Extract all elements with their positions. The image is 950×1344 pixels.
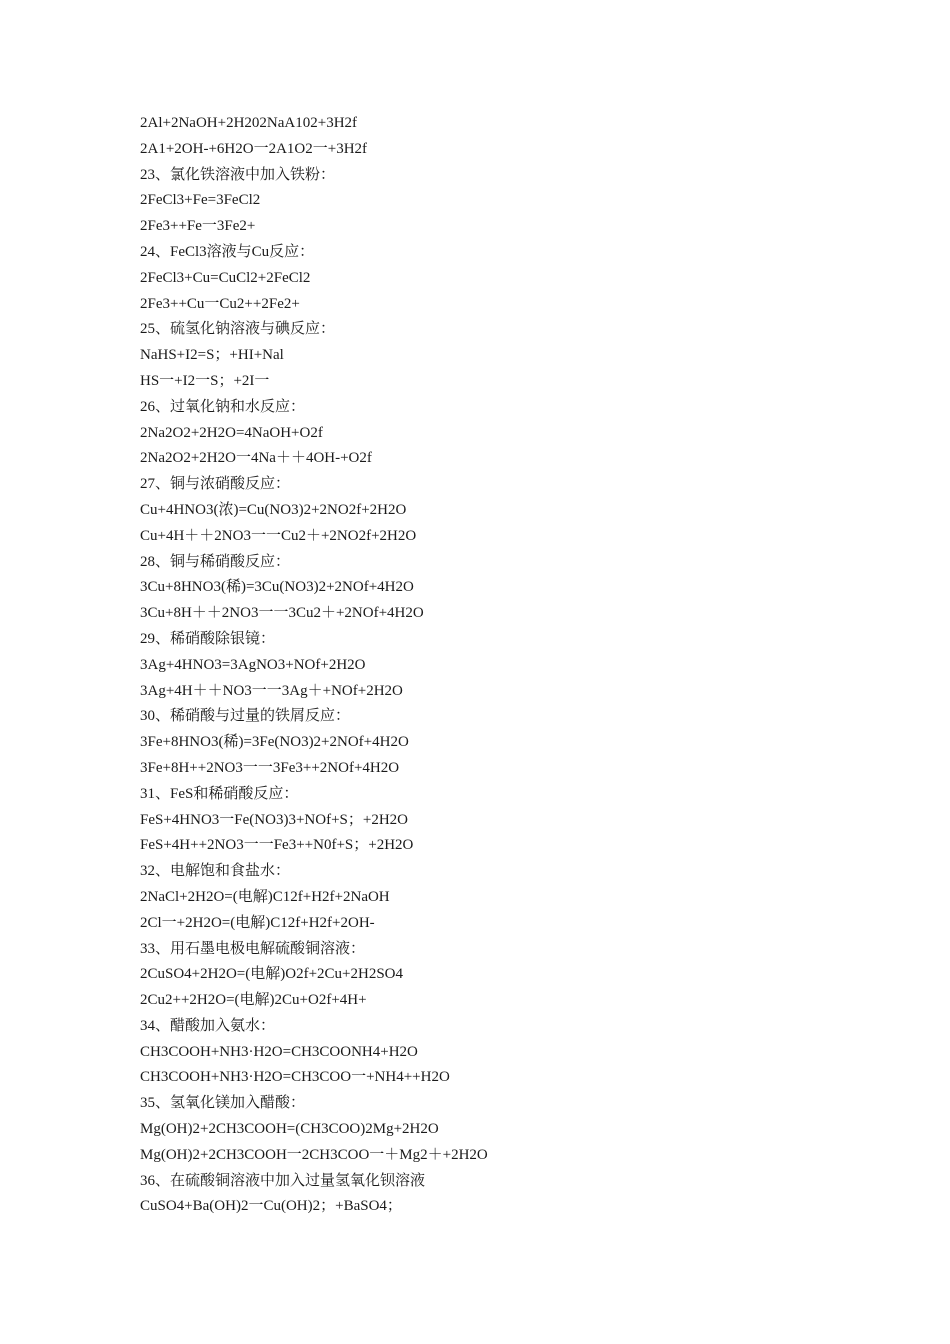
ionic-equation-line: 2A1+2OH-+6H2O一2A1O2一+3H2f <box>140 140 368 157</box>
equation-line: CH3COOH+NH3·H2O=CH3COONH4+H2O <box>140 1043 418 1060</box>
reaction-heading: 33、用石墨电极电解硫酸铜溶液： <box>140 940 366 957</box>
equation-line: 2CuSO4+2H2O=(电解)O2f+2Cu+2H2SO4 <box>140 966 404 983</box>
reaction-heading: 32、电解饱和食盐水： <box>140 863 291 880</box>
reaction-heading: 27、铜与浓硝酸反应： <box>140 476 291 493</box>
reaction-heading: 23、氯化铁溶液中加入铁粉： <box>140 166 336 183</box>
ionic-equation-line: 2Fe3++Cu一Cu2++2Fe2+ <box>140 295 300 312</box>
reaction-heading: 26、过氧化钠和水反应： <box>140 398 306 415</box>
equation-line: 3Ag+4HNO3=3AgNO3+NOf+2H2O <box>140 656 366 673</box>
ionic-equation-line: Mg(OH)2+2CH3COOH一2CH3COO一＋Mg2＋+2H2O <box>140 1146 488 1163</box>
equation-line: Cu+4HNO3(浓)=Cu(NO3)2+2NO2f+2H2O <box>140 501 407 518</box>
ionic-equation-line: 2Cl一+2H2O=(电解)C12f+H2f+2OH- <box>140 914 375 931</box>
ionic-equation-line: Cu+4H＋＋2NO3一一Cu2＋+2NO2f+2H2O <box>140 527 417 544</box>
ionic-equation-line: FeS+4H++2NO3一一Fe3++N0f+S；+2H2O <box>140 837 414 854</box>
equation-line: 3Fe+8HNO3(稀)=3Fe(NO3)2+2NOf+4H2O <box>140 734 409 751</box>
equation-line: 2NaCl+2H2O=(电解)C12f+H2f+2NaOH <box>140 888 390 905</box>
reaction-heading: 25、硫氢化钠溶液与碘反应： <box>140 321 336 338</box>
reaction-heading: 28、铜与稀硝酸反应： <box>140 553 291 570</box>
equation-line: Mg(OH)2+2CH3COOH=(CH3COO)2Mg+2H2O <box>140 1121 439 1138</box>
equation-line: FeS+4HNO3一Fe(NO3)3+NOf+S；+2H2O <box>140 811 409 828</box>
equation-line: CuSO4+Ba(OH)2一Cu(OH)2；+BaSO4； <box>140 1198 402 1215</box>
equation-line: 2Na2O2+2H2O=4NaOH+O2f <box>140 424 323 441</box>
equation-line: 3Cu+8HNO3(稀)=3Cu(NO3)2+2NOf+4H2O <box>140 579 414 596</box>
reaction-heading: 36、在硫酸铜溶液中加入过量氢氧化钡溶液 <box>140 1172 426 1189</box>
equation-line: 2FeCl3+Fe=3FeCl2 <box>140 192 261 209</box>
reaction-heading: 24、FeCl3溶液与Cu反应： <box>140 243 315 260</box>
ionic-equation-line: CH3COOH+NH3·H2O=CH3COO一+NH4++H2O <box>140 1069 450 1086</box>
ionic-equation-line: 2Cu2++2H2O=(电解)2Cu+O2f+4H+ <box>140 992 367 1009</box>
reaction-heading: 31、FeS和稀硝酸反应： <box>140 785 299 802</box>
reaction-heading: 34、醋酸加入氨水： <box>140 1017 276 1034</box>
reaction-heading: 29、稀硝酸除银镜： <box>140 630 276 647</box>
reaction-heading: 35、氢氧化镁加入醋酸： <box>140 1095 306 1112</box>
ionic-equation-line: 3Ag+4H＋＋NO3一一3Ag＋+NOf+2H2O <box>140 682 403 699</box>
ionic-equation-line: 2Na2O2+2H2O一4Na＋＋4OH-+O2f <box>140 450 372 467</box>
document-body <box>140 111 900 1220</box>
ionic-equation-line: HS一+I2一S；+2I一 <box>140 372 270 389</box>
ionic-equation-line: 3Cu+8H＋＋2NO3一一3Cu2＋+2NOf+4H2O <box>140 605 424 622</box>
equation-line: 2FeCl3+Cu=CuCl2+2FeCl2 <box>140 269 311 286</box>
equation-line: 2Al+2NaOH+2H202NaA102+3H2f <box>140 115 358 131</box>
equation-line: NaHS+I2=S；+HI+Nal <box>140 347 284 364</box>
ionic-equation-line: 3Fe+8H++2NO3一一3Fe3++2NOf+4H2O <box>140 759 400 776</box>
reaction-heading: 30、稀硝酸与过量的铁屑反应： <box>140 708 351 725</box>
ionic-equation-line: 2Fe3++Fe一3Fe2+ <box>140 218 256 235</box>
